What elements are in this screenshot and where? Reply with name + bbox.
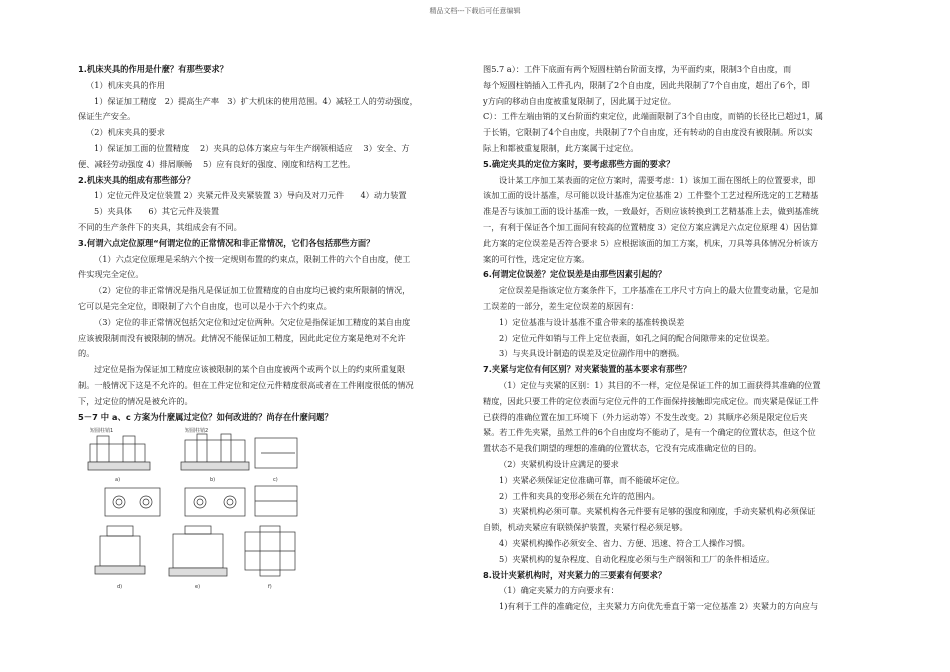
left-paragraph-line: （3）定位的非正常情况包括欠定位和过定位两种。欠定位是指保证加工精度的某自由度	[94, 316, 411, 327]
right-paragraph-line: 置状态不是我们期望的理想的准确的位置状态，它没有完成准确定位的目的。	[483, 443, 762, 454]
left-paragraph-line: 5）夹具体 6）其它元件及装置	[94, 206, 220, 217]
left-paragraph-line: 不同的生产条件下的夹具，其组成会有不同。	[78, 221, 242, 232]
left-paragraph-line: 下，过定位的情况是被允许的。	[78, 395, 193, 406]
right-column	[483, 62, 873, 615]
right-paragraph-line: C）：工件左端由销的叉台阶面约束定位，此端面限制了3个自由度，而销的长径比已超过1，属	[483, 111, 824, 122]
right-heading: 5.确定夹具的定位方案时，要考虑那些方面的要求？	[483, 158, 675, 169]
left-heading: 2.机床夹具的组成有那些部分？	[78, 174, 195, 185]
right-paragraph-line: 自锁，机动夹紧应有联锁保护装置，夹紧行程必须足够。	[483, 522, 688, 533]
left-heading: 5－7 中 a、c 方案为什麼属过定位？如何改进的？尚存在什麼问题？	[78, 411, 333, 422]
fig-label-d: d)	[117, 584, 123, 590]
right-paragraph-line: 4）夹紧机构操作必须安全、省力、方便、迅速、符合工人操作习惯。	[499, 537, 750, 548]
left-paragraph-line: 件实现完全定位。	[78, 269, 144, 280]
fig-label-pin1: 短圆柱销1	[90, 428, 114, 434]
fixture-drawing	[85, 426, 305, 596]
right-heading: 7.夹紧与定位有何区别？对夹紧装置的基本要求有那些？	[483, 364, 692, 375]
right-paragraph-line: 每个短圆柱销插入工件孔内，限制了2个自由度，因此共限制了7个自由度，超出了6个，即	[483, 79, 810, 90]
page-header: 精品文档---下载后可任意编辑	[429, 7, 521, 15]
fig-label-c: c)	[273, 477, 278, 483]
left-paragraph-line: （1）六点定位原理是采纳六个按一定规则布置的约束点，限制工件的六个自由度，使工	[94, 253, 411, 264]
right-paragraph-line: 该加工面的设计基准，尽可能以设计基准为定位基准 2）工件整个工艺过程所选定的工艺精基	[483, 190, 819, 201]
right-heading: 6.何谓定位误差？定位误差是由那些因素引起的？	[483, 269, 667, 280]
right-paragraph-line: 精度，因此只要工件的定位表面与定位元件的工作面保持接触即完成定位。而夹紧是保证工件	[483, 395, 819, 406]
right-paragraph-line: 准是否与该加工面的设计基准一致，一致最好，否则应该转换到工艺精基准上去，做到基准统	[483, 206, 819, 217]
left-column	[78, 62, 468, 425]
right-paragraph-line: 设计某工序加工某表面的定位方案时，需要考虑：1）该加工面在图纸上的位置要求，即	[499, 174, 816, 185]
left-paragraph-line: 它可以是完全定位，即限制了六个自由度，也可以是小于六个约束点。	[78, 300, 332, 311]
right-paragraph-line: （1）确定夹紧力的方向要求有：	[499, 585, 619, 596]
fig-label-e: e)	[195, 584, 201, 590]
right-paragraph-line: 案的可行性，选定定位方案。	[483, 253, 590, 264]
left-heading: 1.机床夹具的作用是什麼？有那些要求？	[78, 64, 228, 74]
left-paragraph-line: 的。	[78, 348, 95, 359]
left-paragraph-line: 便、减轻劳动强度 4）排屑顺畅 5）应有良好的强度、刚度和结构工艺性。	[78, 158, 356, 169]
fig-label-f: f)	[268, 584, 272, 590]
right-paragraph-line: 一，有利于保证各个加工面间有较高的位置精度 3）定位方案应满足六点定位原理 4）因估算	[483, 221, 818, 232]
right-paragraph-line: 3）夹紧机构必须可靠。夹紧机构各元件要有足够的强度和刚度，手动夹紧机构必须保证	[499, 506, 816, 517]
right-paragraph-line: 3）与夹具设计制造的误差及定位副作用中的磨损。	[499, 348, 685, 359]
right-paragraph-line: 2）工件和夹具的变形必须在允许的范围内。	[499, 490, 660, 501]
left-paragraph-line: 制。一般情况下这是不允许的。但在工件定位和定位元件精度很高或者在工件刚度很低的情况	[78, 379, 414, 390]
right-paragraph-line: 工误差的一部分，差生定位误差的原因有：	[483, 300, 639, 311]
left-paragraph-line: 1）保证加工精度 2）提高生产率 3）扩大机床的使用范围。4）减轻工人的劳动强度，	[94, 95, 418, 106]
right-paragraph-line: 1）定位基准与设计基准不重合带来的基准转换误差	[499, 316, 685, 327]
workpiece-a	[90, 444, 145, 462]
right-paragraph-line: 际上和都被重复限制，此方案属于过定位。	[483, 142, 639, 153]
right-paragraph-line: 紧。若工件先夹紧，虽然工件的6个自由度均不能动了，是有一个确定的位置状态，但这个位	[483, 427, 816, 438]
left-paragraph-line: （2）机床夹具的要求	[86, 127, 165, 138]
right-paragraph-line: （1）定位与夹紧的区别：1）其目的不一样，定位是保证工件的加工面获得其准确的位置	[499, 379, 821, 390]
left-paragraph-line: 应该被限制而没有被限制的情况。此情况不能保证加工精度，因此此定位方案是绝对不允许	[78, 332, 406, 343]
right-paragraph-line: 此方案的定位误差是否符合要求 5）应根据该面的加工方案，机床，刀具等具体情况分析该方	[483, 237, 819, 248]
fig-label-b: b)	[210, 477, 216, 483]
left-paragraph-line: （1）机床夹具的作用	[86, 79, 165, 90]
left-paragraph-line: 1）定位元件及定位装置 2）夹紧元件及夹紧装置 3）导向及对刀元件 4）动力装置	[94, 190, 407, 201]
left-paragraph-line: （2）定位的非正常情况是指凡是保证加工位置精度的自由度均已被约束所限制的情况，	[94, 285, 411, 296]
left-paragraph-line: 1）保证加工面的位置精度 2）夹具的总体方案应与年生产纲领相适应 3）安全、方	[94, 142, 410, 153]
fixture-figure	[85, 426, 305, 596]
right-paragraph-line: 定位误差是指该定位方案条件下，工序基准在工序尺寸方向上的最大位置变动量，它是加	[499, 285, 819, 296]
right-heading: 8.设计夹紧机构时，对夹紧力的三要素有何要求？	[483, 569, 667, 580]
left-heading: 3.何谓六点定位原理“何谓定位的正常情况和非正常情况，它们各包括那些方面？	[78, 237, 375, 248]
right-paragraph-line: 1)有利于工件的准确定位，主夹紧力方向优先垂直于第一定位基准 2）夹紧力的方向应与	[499, 601, 819, 612]
right-paragraph-line: 1）夹紧必须保证定位准确可靠，而不能破坏定位。	[499, 474, 685, 485]
right-paragraph-line: 2）定位元件如销与工件上定位表面，如孔之间的配合间隙带来的定位误差。	[499, 332, 775, 343]
right-paragraph-line: 图5.7 a）：工件下底面有两个短圆柱销台阶面支撑，为平面约束，限制3个自由度，而	[483, 64, 792, 74]
left-paragraph-line: 保证生产安全。	[78, 111, 136, 122]
fig-label-a: a)	[115, 477, 121, 483]
right-paragraph-line: 5）夹紧机构的复杂程度、自动化程度必须与生产纲领和工厂的条件相适应。	[499, 553, 775, 564]
right-paragraph-line: 已获得的准确位置在加工环境下（外力运动等）不发生改变。2）其顺序必须是限定位后夹	[483, 411, 808, 422]
left-paragraph-line: 过定位是指为保证加工精度应该被限制的某个自由度被两个或两个以上的约束所重复限	[94, 364, 406, 375]
right-paragraph-line: y方向的移动自由度被重复限制了，因此属于过定位。	[483, 95, 676, 106]
right-paragraph-line: 于长销，它限制了4个自由度，共限制了7个自由度，还有转动的自由度没有被限制。所以实	[483, 127, 813, 138]
fig-label-pin2: 短圆柱销2	[185, 428, 209, 434]
right-paragraph-line: （2）夹紧机构设计应满足的要求	[499, 458, 619, 469]
